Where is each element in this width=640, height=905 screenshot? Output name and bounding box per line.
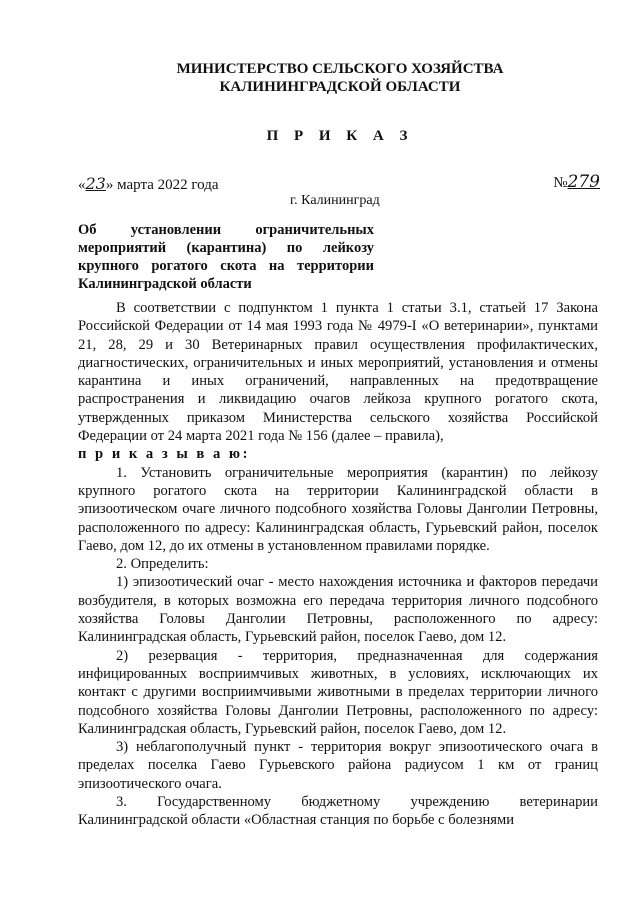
order-subject [78,221,374,293]
number-prefix: № [553,175,568,191]
date-day-handwritten: 23 [85,174,106,193]
order-city: г. Калининград [290,193,380,208]
preamble-paragraph: В соответствии с подпунктом 1 пункта 1 статьи 3.1, статьей 17 Закона Российской Федерации от 14 мая 1993 года № 4979-I «О ветеринарии», пунктами 21, 28, 29 и 30 Ветеринарных правил осуществления профилактических, диагностических, ограничительных и иных мероприятий, установления и отмены карантина и иных ограничений, направленных на предотвращение распространения и ликвидацию очагов лейкоза крупного рогатого скота, утвержденных приказом Министерства сельского хозяйства Российской Федерации от 24 марта 2021 года № 156 (далее – правила), [78,300,598,445]
ministry-name-line1: МИНИСТЕРСТВО СЕЛЬСКОГО ХОЗЯЙСТВА [176,61,504,77]
ministry-header [120,60,560,96]
date-open-quote: « [78,177,86,193]
order-title: П Р И К А З [266,128,414,144]
subject-line: мероприятий (карантина) по лейкозу [78,240,374,256]
ministry-name-line2: КАЛИНИНГРАДСКОЙ ОБЛАСТИ [219,79,461,95]
subject-line: Об установлении ограничительных [78,222,374,238]
item-2: 2. Определить: [116,556,209,573]
number-handwritten: 279 [567,172,600,192]
order-number [553,172,600,192]
order-date [78,174,219,194]
subject-line: Калининградской области [78,276,252,292]
order-word-text: п р и к а з ы в а ю: [78,446,250,463]
item-2-2: 2) резервация - территория, предназначенная для содержания инфицированных восприимчивых животных, в условиях, исключающих их контакт с другими восприимчивыми животными в пределах территории личного подсобного хозяйства Головы Данголии Петровны, расположенного по адресу: Калининградская область, Гурьевский район, поселок Гаево, дом 12. [78,647,598,737]
subject-line: крупного рогатого скота на территории [78,258,374,274]
date-rest: » марта 2022 года [105,177,219,193]
item-3: 3. Государственному бюджетному учреждению ветеринарии Калининградской области «Областная станция по борьбе с болезнями [78,794,598,829]
item-1: 1. Установить ограничительные мероприятия (карантин) по лейкозу крупного рогатого скота на территории Калининградской области в эпизоотическом очаге личного подсобного хозяйства Головы Данголии Петровны, расположенного по адресу: Калининградская область, Гурьевский район, поселок Гаево, дом 12, до их отмены в установленном правилами порядке. [78,464,598,554]
item-2-1: 1) эпизоотический очаг - место нахождения источника и факторов передачи возбудителя, в которых возможна его передача территория личного подсобного хозяйства Головы Данголии Петровны, расположенного по адресу: Калининградская область, Гурьевский район, поселок Гаево, дом 12. [78,574,598,646]
order-word [78,445,598,463]
order-body [78,299,598,830]
item-2-3: 3) неблагополучный пункт - территория вокруг эпизоотического очага в пределах поселка Гаево Гурьевского района радиусом 1 км от границ эпизоотического очага. [78,739,598,792]
